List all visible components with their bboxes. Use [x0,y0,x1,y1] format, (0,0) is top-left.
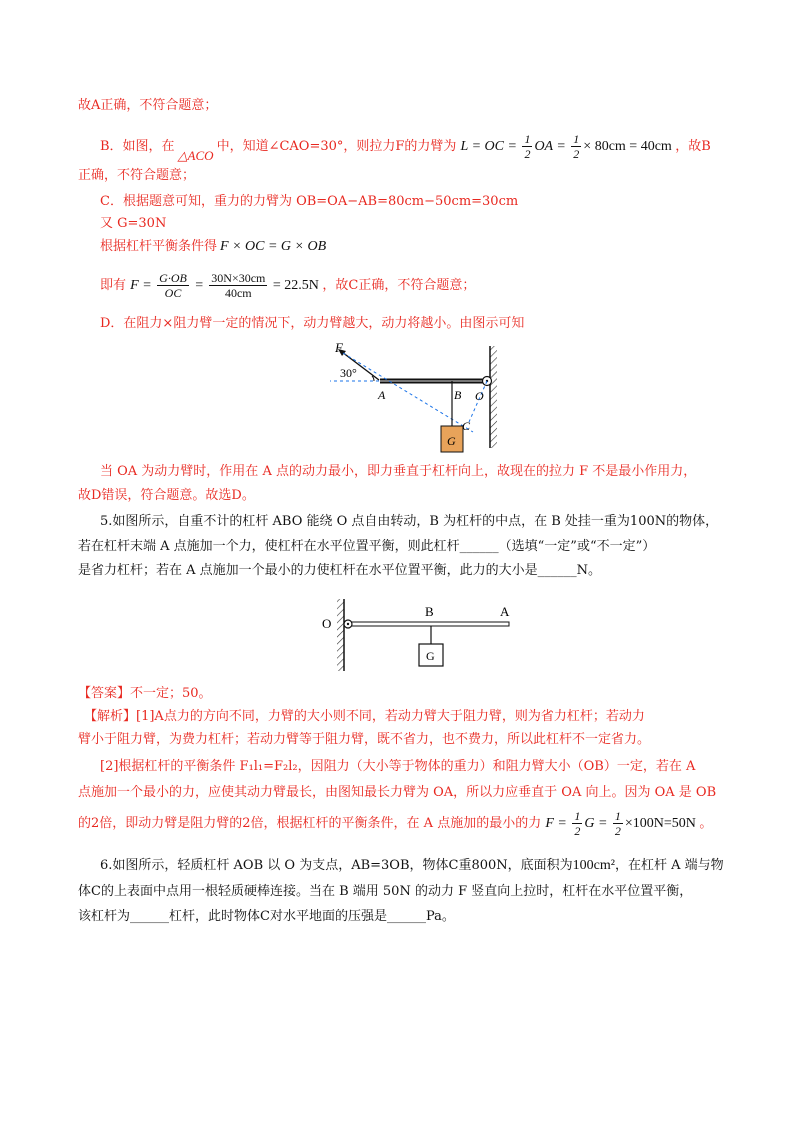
option-b-suffix: ，故B [675,139,711,154]
analysis-line1: 【解析】[1]A点力的方向不同，力臂的大小则不同，若动力臂大于阻力臂，则为省力杠杆；若动力 [84,709,645,724]
option-b-prefix: B．如图，在 [100,139,175,154]
solution-line-c1: C．根据题意可知，重力的力臂为 OB=OA−AB=80cm−50cm=30cm [100,194,519,209]
answer-line [78,684,212,704]
formula-force: F = $\frac{G\cdot OB}{OC}$ = $\frac{30N\times 30cm}{40cm}$ = 22.5N [130,271,319,301]
label-c: C [462,419,471,433]
solution-line-e1: 当 OA 为动力臂时，作用在 A 点的动力最小，即力垂直于杠杆向上，故现在的拉力 F 不是最小作用力， [100,464,697,479]
formula-min-force: F = $\frac{1}{2}$ G = $\frac{1}{2}$ ×100N=50N [545,809,696,839]
option-b-mid: 中，知道∠CAO=30°，则拉力F的力臂为 [216,139,457,154]
label-g: G [447,434,456,448]
solution-line-e2: 故D错误，符合题意。故选D。 [78,488,255,503]
lever-bar-2 [345,622,509,626]
solution-line-c3: 根据杠杆平衡条件得 F × OC = G × OB [100,239,327,254]
question-6-line2: 体C的上表面中点用一根轻质硬棒连接。当在 B 端用 50N 的动力 F 竖直向上拉时，杠杆在水平位置平衡， [78,884,693,899]
label-g-2: G [426,649,435,663]
solution-line-b [100,128,711,164]
question-6-line3: 该杠杆为______杠杆，此时物体C对水平地面的压强是______Pa。 [78,909,455,924]
formula-lever-arm: L = OC = $\frac{1}{2}$ OA = $\frac{1}{2}$ × 80cm = 40cm [460,132,672,162]
question-5-line2: 若在杠杆末端 A 点施加一个力，使杠杆在水平位置平衡，则此杠杆______（选填“一定”或“不一定”） [78,539,656,554]
question-5-line1: 5.如图所示，自重不计的杠杆 ABO 能绕 O 点自由转动，B 为杠杆的中点，在 B 处挂一重为100N的物体， [100,514,719,529]
lever-figure-2 [314,596,524,680]
label-b: B [454,388,462,402]
lever-figure-1 [320,336,520,460]
triangle-aco: △ACO [177,148,214,163]
solution-line-a: 故A正确，不符合题意； [78,98,218,113]
solution-line-c2: 又 G=30N [100,216,167,231]
label-angle: 30° [340,366,357,380]
label-o: O [475,389,484,403]
label-f: F [335,340,343,355]
label-o-2: O [322,616,332,631]
analysis-label: 【解析】 [84,709,137,724]
solution-line-d: D．在阻力×阻力臂一定的情况下，动力臂越大，动力将越小。由图示可知 [100,316,525,331]
wall-hatch-2 [337,599,344,671]
area-value: 100cm² [572,858,615,873]
analysis-line5: 的2倍，即动力臂是阻力臂的2倍，根据杠杆的平衡条件，在 A 点施加的最小的力 F = $\frac{1}{2}$ G = $\frac{1}{2}$ ×100N=50N 。 [78,809,713,839]
analysis-line4: 点施加一个最小的力，应使其动力臂最长，由图知最长力臂为 OA，所以力应垂直于 OA 向上。因为 OA 是 OB [78,785,717,800]
analysis-line2: 臂小于阻力臂，为费力杠杆；若动力臂等于阻力臂，既不省力，也不费力，所以此杠杆不一定省力。 [78,732,651,747]
solution-line-c4: 即有 F = $\frac{G\cdot OB}{OC}$ = $\frac{30N\times 30cm}{40cm}$ = 22.5N ，故C正确，不符合题意； [100,271,476,301]
label-a: A [378,388,386,402]
wall-hatch [490,346,497,448]
question-6-line1: 6.如图所示，轻质杠杆 AOB 以 O 为支点，AB=3OB，物体C重800N，底面积为100cm²，在杠杆 A 端与物 [100,858,724,873]
analysis-line3: [2]根据杠杆的平衡条件 F₁l₁=F₂l₂，因阻力（大小等于物体的重力）和阻力臂大小（OB）一定，若在 A [100,759,696,774]
label-b-2: B [425,604,434,619]
answer-text: 不一定；50。 [130,686,212,701]
formula-balance: F × OC = G × OB [220,239,327,254]
label-a-2: A [500,604,510,619]
solution-line-b-cont: 正确，不符合题意； [78,168,196,183]
question-5-line3: 是省力杠杆；若在 A 点施加一个最小的力使杠杆在水平位置平衡，此力的大小是______N。 [78,563,602,578]
answer-label: 【答案】 [78,686,131,701]
